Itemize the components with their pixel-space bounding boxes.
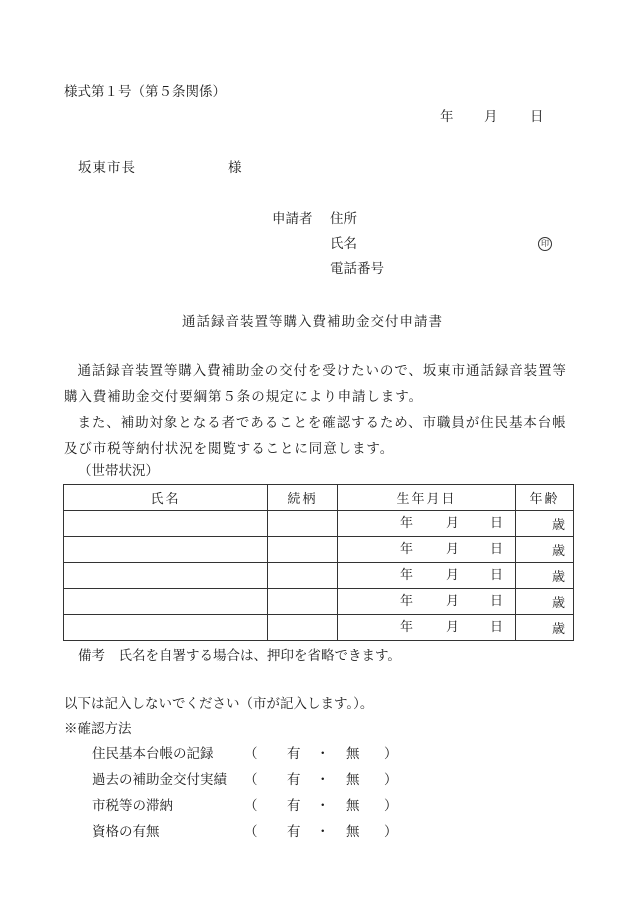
addressee-name: 坂東市長	[78, 160, 136, 176]
paren-open: （	[244, 772, 258, 788]
header-relation: 続柄	[268, 485, 338, 511]
paren-close: ）	[384, 772, 398, 788]
confirm-item-label: 過去の補助金交付実績	[92, 772, 227, 788]
dob-year: 年	[400, 594, 414, 609]
option-yes[interactable]: 有	[287, 798, 301, 814]
office-note: 以下は記入しないでください（市が記入します。）。	[64, 696, 374, 712]
applicant-phone-label: 電話番号	[330, 261, 384, 277]
relation-cell[interactable]	[268, 615, 338, 641]
table-row	[64, 537, 574, 563]
seal-mark-icon: 印	[538, 237, 552, 251]
dob-month: 月	[446, 516, 460, 531]
applicant-name-label: 氏名	[330, 236, 357, 252]
name-cell[interactable]	[64, 511, 268, 537]
dob-cell[interactable]	[338, 511, 516, 537]
header-age: 年齢	[516, 485, 574, 511]
paren-close: ）	[384, 798, 398, 814]
applicant-address-label: 住所	[330, 211, 357, 227]
confirm-item-label: 住民基本台帳の記録	[92, 746, 214, 762]
paren-open: （	[244, 798, 258, 814]
dob-cell[interactable]	[338, 589, 516, 615]
document-title: 通話録音装置等購入費補助金交付申請書	[182, 314, 443, 330]
dob-year: 年	[400, 542, 414, 557]
dob-year: 年	[400, 568, 414, 583]
option-yes[interactable]: 有	[287, 746, 301, 762]
dob-month: 月	[446, 568, 460, 583]
option-separator: ・	[316, 772, 330, 788]
dob-month: 月	[446, 542, 460, 557]
household-label: （世帯状況）	[78, 463, 159, 479]
relation-cell[interactable]	[268, 511, 338, 537]
age-cell[interactable]: 歳	[516, 563, 574, 589]
age-cell[interactable]: 歳	[516, 537, 574, 563]
dob-cell[interactable]	[338, 537, 516, 563]
relation-cell[interactable]	[268, 563, 338, 589]
form-number: 様式第１号（第５条関係）	[64, 84, 226, 100]
date-month: 月	[484, 109, 498, 125]
addressee-honorific: 様	[228, 160, 242, 176]
dob-month: 月	[446, 620, 460, 635]
body-paragraph-1: 通話録音装置等購入費補助金の交付を受けたいので、坂東市通話録音装置等購入費補助金交付要綱第５条の規定により申請します。	[64, 363, 567, 405]
body-paragraph-2: また、補助対象となる者であることを確認するため、市職員が住民基本台帳及び市税等納付状況を閲覧することに同意します。	[64, 415, 567, 457]
dob-year: 年	[400, 516, 414, 531]
table-row	[64, 589, 574, 615]
option-yes[interactable]: 有	[287, 772, 301, 788]
dob-day: 日	[490, 568, 504, 583]
option-no[interactable]: 無	[346, 772, 360, 788]
table-row	[64, 615, 574, 641]
table-row	[64, 511, 574, 537]
dob-cell[interactable]	[338, 563, 516, 589]
option-separator: ・	[316, 746, 330, 762]
paren-open: （	[244, 824, 258, 840]
option-separator: ・	[316, 798, 330, 814]
applicant-label: 申請者	[272, 211, 313, 227]
name-cell[interactable]	[64, 589, 268, 615]
confirm-item-label: 市税等の滞納	[92, 798, 173, 814]
option-no[interactable]: 無	[346, 824, 360, 840]
option-no[interactable]: 無	[346, 746, 360, 762]
option-yes[interactable]: 有	[287, 824, 301, 840]
dob-day: 日	[490, 594, 504, 609]
age-cell[interactable]: 歳	[516, 615, 574, 641]
date-year: 年	[440, 109, 454, 125]
age-cell[interactable]: 歳	[516, 589, 574, 615]
header-dob: 生年月日	[338, 485, 516, 511]
table-row	[64, 563, 574, 589]
confirm-heading: ※確認方法	[64, 721, 132, 737]
confirm-item-label: 資格の有無	[92, 824, 160, 840]
option-separator: ・	[316, 824, 330, 840]
dob-cell[interactable]	[338, 615, 516, 641]
dob-day: 日	[490, 620, 504, 635]
age-cell[interactable]: 歳	[516, 511, 574, 537]
name-cell[interactable]	[64, 563, 268, 589]
name-cell[interactable]	[64, 537, 268, 563]
dob-year: 年	[400, 620, 414, 635]
remark: 備考 氏名を自署する場合は、押印を省略できます。	[78, 648, 401, 664]
dob-month: 月	[446, 594, 460, 609]
body-text	[64, 358, 574, 462]
relation-cell[interactable]	[268, 589, 338, 615]
paren-close: ）	[384, 824, 398, 840]
dob-day: 日	[490, 516, 504, 531]
paren-close: ）	[384, 746, 398, 762]
date-day: 日	[530, 109, 544, 125]
header-name: 氏名	[64, 485, 268, 511]
paren-open: （	[244, 746, 258, 762]
household-table	[63, 484, 574, 641]
name-cell[interactable]	[64, 615, 268, 641]
relation-cell[interactable]	[268, 537, 338, 563]
dob-day: 日	[490, 542, 504, 557]
option-no[interactable]: 無	[346, 798, 360, 814]
table-header-row	[64, 485, 574, 511]
